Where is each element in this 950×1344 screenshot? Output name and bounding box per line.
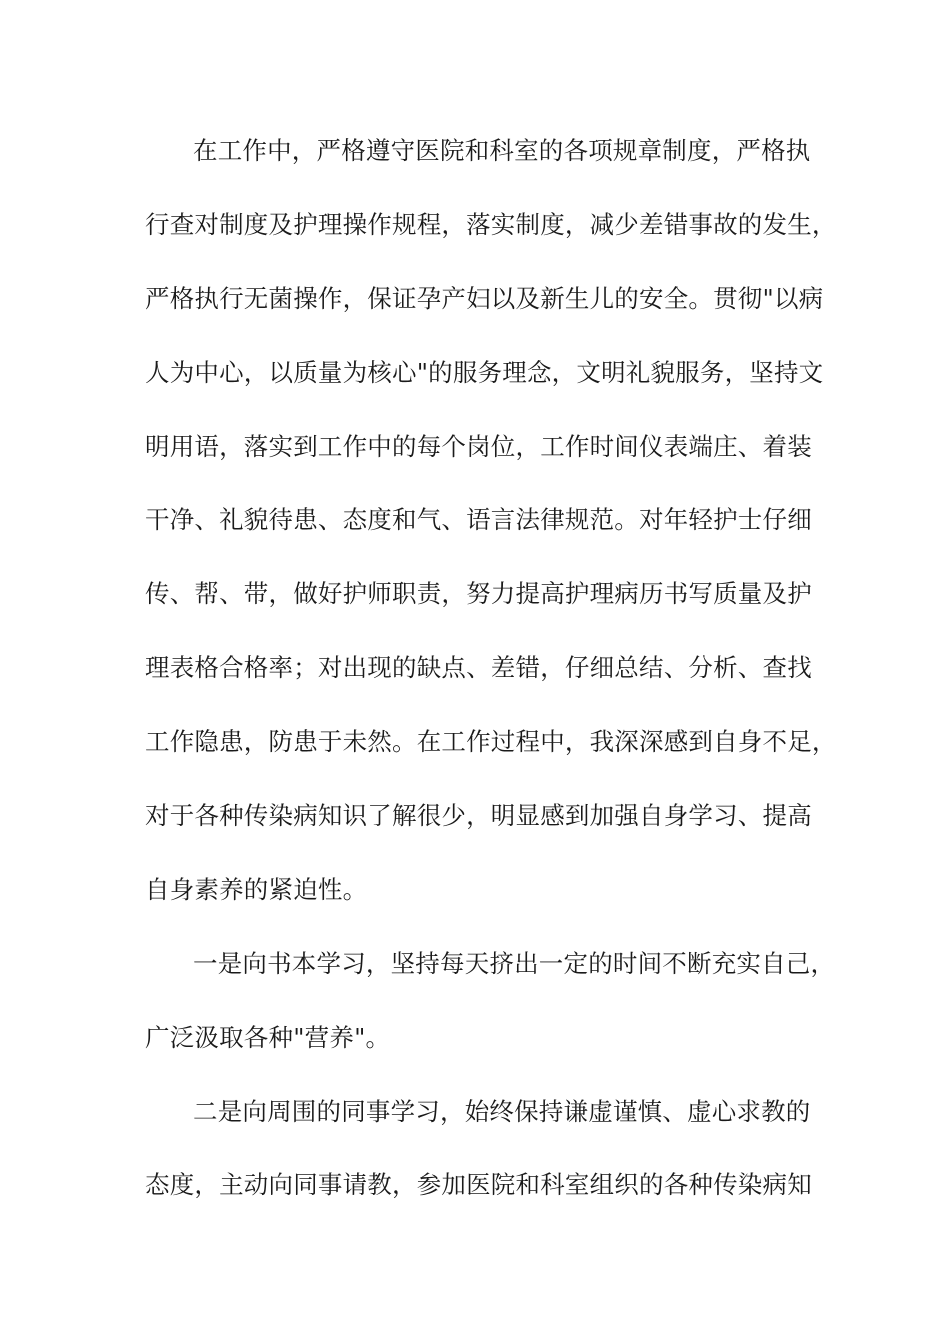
paragraph-line: 工作隐患，防患于未然。在工作过程中，我深深感到自身不足， — [145, 727, 837, 757]
paragraph-line: 明用语，落实到工作中的每个岗位，工作时间仪表端庄、着装 — [145, 431, 812, 461]
paragraph-line: 广泛汲取各种"营养"。 — [145, 1022, 391, 1052]
paragraph-line: 一是向书本学习，坚持每天挤出一定的时间不断充实自己， — [193, 948, 836, 978]
paragraph-line: 对于各种传染病知识了解很少，明显感到加强自身学习、提高 — [145, 801, 812, 831]
paragraph-line: 人为中心，以质量为核心"的服务理念，文明礼貌服务，坚持文 — [145, 357, 824, 387]
paragraph-line: 二是向周围的同事学习，始终保持谦虚谨慎、虚心求教的 — [193, 1096, 811, 1126]
paragraph-line: 传、帮、带，做好护师职责，努力提高护理病历书写质量及护 — [145, 579, 812, 609]
paragraph-line: 严格执行无菌操作，保证孕产妇以及新生儿的安全。贯彻"以病 — [145, 283, 824, 313]
paragraph-line: 在工作中，严格遵守医院和科室的各项规章制度，严格执 — [193, 136, 811, 165]
document-body — [145, 128, 837, 1236]
paragraph-line: 自身素养的紧迫性。 — [145, 874, 368, 904]
paragraph-line: 理表格合格率；对出现的缺点、差错，仔细总结、分析、查找 — [145, 653, 812, 683]
paragraph-line: 态度，主动向同事请教，参加医院和科室组织的各种传染病知 — [145, 1170, 812, 1200]
paragraph-line: 干净、礼貌待患、态度和气、语言法律规范。对年轻护士仔细 — [145, 505, 812, 535]
paragraph-line: 行查对制度及护理操作规程，落实制度，减少差错事故的发生， — [145, 209, 837, 239]
